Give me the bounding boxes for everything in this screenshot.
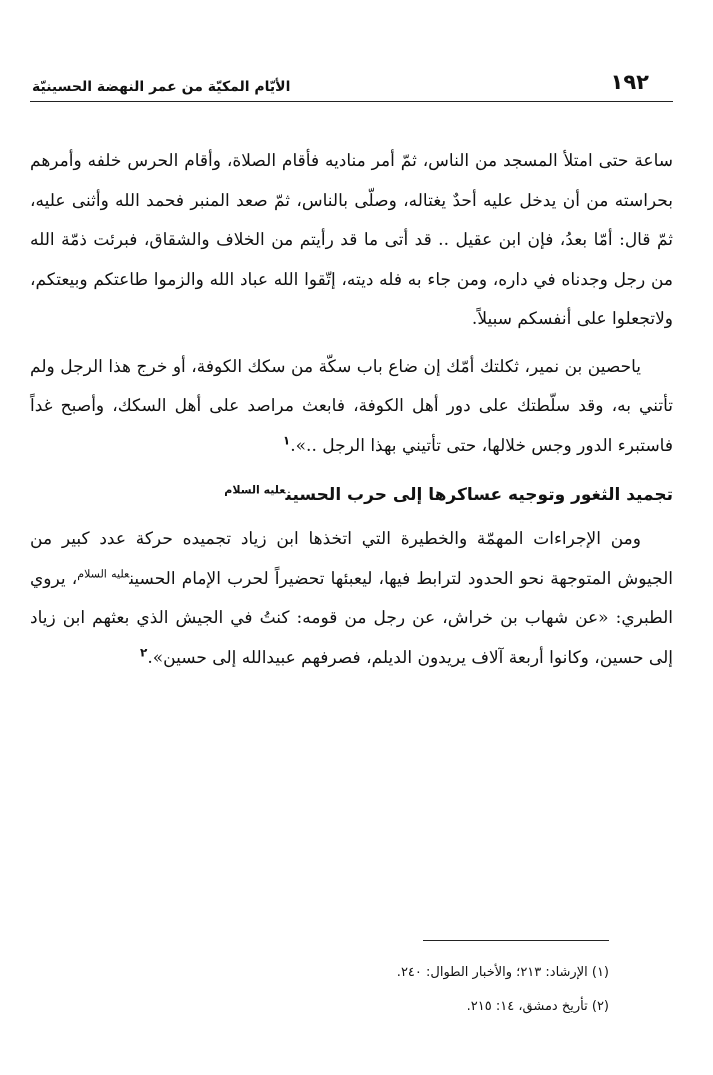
honorific-mark: عليه السلام [224,483,286,497]
footnote-ref-1[interactable]: ١ [282,432,291,447]
paragraph-1 [30,142,673,340]
paragraph-2 [30,348,673,467]
honorific-mark: عليه السلام [77,566,130,580]
paragraph-3-text-a: ومن الإجراءات المهمّة والخطيرة التي اتخذها ابن زياد تجميده حركة عدد كبير من الجيوش المتوجهة نحو الحدود لترابط فيها، ليعبئها تحضيراً لحرب الإمام الحسين [30,529,673,589]
footnote-2: (٢) تأريخ دمشق، ١٤: ٢١٥. [466,999,609,1014]
section-heading [30,470,673,520]
paragraph-1-text: ساعة حتى امتلأ المسجد من الناس، ثمّ أمر مناديه فأقام الصلاة، وأقام الحرس خلفه وأمرهم بحراسته من أن يدخل عليه أحدٌ يغتاله، وصلّى بالناس، ثمّ صعد المنبر فحمد الله وأثنى عليه، ثمّ قال: أمّا بعدُ، فإن ابن عقيل .. قد أتى ما قد رأيتم من الخلاف والشقاق، فبرئت ذمّة الله من رجل وجدناه في داره، ومن جاء به فله ديته، إتّقوا الله عباد الله والزموا طاعتكم وبيعتكم، ولاتجعلوا على أنفسكم سبيلاً. [30,151,673,329]
paragraph-3 [30,520,673,678]
running-title: الأيّام المكيّة من عمر النهضة الحسينيّة [32,79,291,95]
main-text [30,142,673,678]
footnote-1: (١) الإرشاد: ٢١٣؛ والأخبار الطوال: ٢٤٠. [396,965,609,980]
paragraph-3-text-b: ، يروي الطبري: «عن شهاب بن خراش، عن رجل من قومه: كنتُ في الجيش الذي بعثهم ابن زياد إلى حسين، وكانوا أربعة آلاف يريدون الديلم، فصرفهم عبيدالله إلى حسين». [30,568,673,668]
page-number: ١٩٢ [610,70,649,94]
footnote-separator [423,940,609,941]
running-header [30,62,673,102]
section-heading-text: تجميد الثغور وتوجيه عساكرها إلى حرب الحسين [285,485,673,505]
footnotes [30,956,609,1024]
paragraph-2-text: ياحصين بن نمير، ثكلتك أمّك إن ضاع باب سكّة من سكك الكوفة، أو خرج هذا الرجل ولم تأتني به، وقد سلّطتك على دور أهل الكوفة، فابعث مراصد على أهل السكك، وأصبح غداً فاستبرء الدور وجس خلالها، حتى تأتيني بهذا الرجل ..». [30,356,673,456]
footnote-ref-2[interactable]: ٢ [140,644,148,659]
